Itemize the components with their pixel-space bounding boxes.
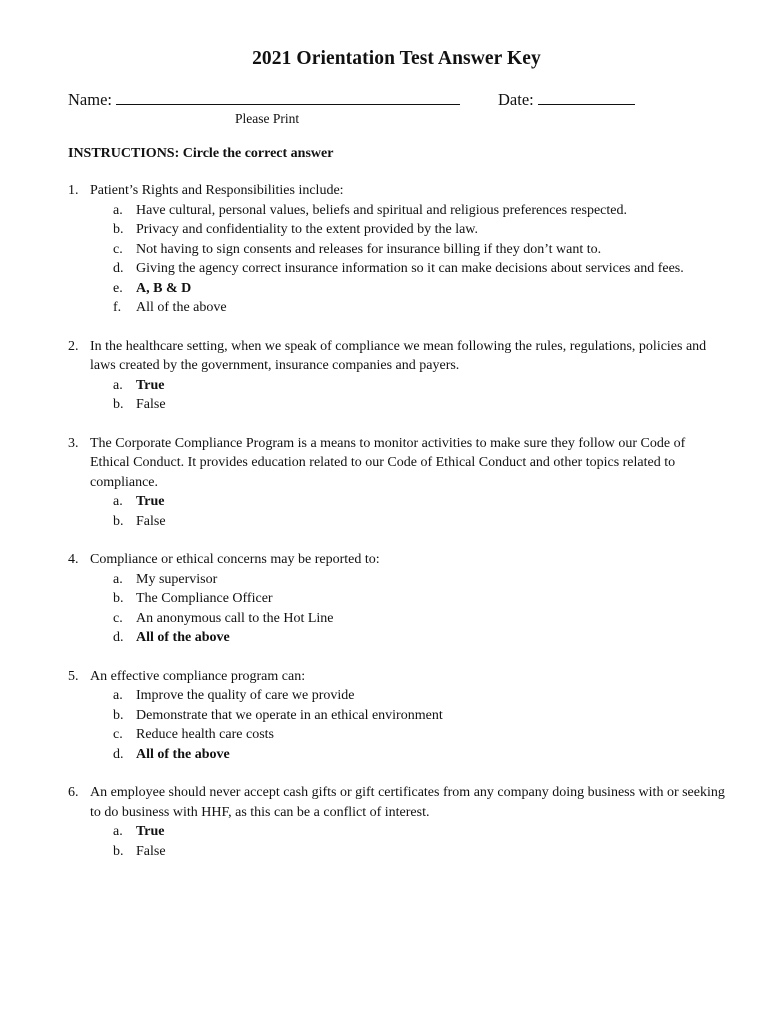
answer-option[interactable] [113, 842, 728, 862]
option-text: All of the above [136, 300, 227, 315]
answer-option-correct[interactable] [113, 745, 728, 765]
question-number: 3. [68, 435, 79, 451]
option-letter: a. [113, 494, 123, 509]
question-text: Patient’s Rights and Responsibilities include: [90, 183, 344, 198]
question-number: 4. [68, 552, 79, 567]
option-letter: c. [113, 610, 123, 626]
answer-options [68, 492, 728, 531]
answer-options [68, 376, 728, 415]
question-number: 5. [68, 668, 79, 684]
option-letter: a. [113, 824, 123, 839]
instructions: INSTRUCTIONS: Circle the correct answer [68, 146, 334, 161]
answer-option[interactable] [113, 589, 728, 609]
option-text: Reduce health care costs [136, 727, 274, 742]
option-text: All of the above [136, 630, 230, 645]
date-blank-line[interactable] [538, 92, 635, 105]
option-text: Improve the quality of care we provide [136, 688, 355, 703]
answer-option[interactable] [113, 240, 728, 260]
option-text: False [136, 513, 166, 529]
option-text: True [136, 494, 165, 509]
option-text: Not having to sign consents and releases for insurance billing if they don’t want to. [136, 241, 602, 257]
question-stem [68, 434, 728, 493]
option-letter: b. [113, 513, 124, 529]
question-text: Compliance or ethical concerns may be reported to: [90, 552, 380, 567]
question-stem [68, 337, 728, 376]
answer-option[interactable] [113, 201, 728, 221]
option-text: The Compliance Officer [136, 591, 273, 606]
option-letter: b. [113, 397, 124, 412]
date-field-row [498, 90, 635, 110]
date-label: Date: [498, 90, 534, 109]
option-text: My supervisor [136, 571, 218, 587]
option-letter: c. [113, 241, 123, 257]
option-text: True [136, 824, 165, 839]
name-label: Name: [68, 90, 112, 109]
option-text: A, B & D [136, 280, 192, 296]
question-4 [68, 550, 728, 648]
page-title: 2021 Orientation Test Answer Key [252, 48, 541, 69]
answer-option-correct[interactable] [113, 822, 728, 842]
option-text: All of the above [136, 746, 230, 762]
option-text: An anonymous call to the Hot Line [136, 610, 334, 626]
question-6 [68, 783, 728, 861]
option-letter: a. [113, 377, 123, 393]
answer-options [68, 686, 728, 764]
option-letter: b. [113, 707, 124, 723]
option-letter: d. [113, 261, 124, 276]
question-text: An effective compliance program can: [90, 668, 306, 684]
option-text: Privacy and confidentiality to the extent provided by the law. [136, 222, 478, 237]
answer-option[interactable] [113, 570, 728, 590]
answer-option-correct[interactable] [113, 628, 728, 648]
option-letter: e. [113, 280, 123, 296]
name-blank-line[interactable] [116, 92, 460, 105]
answer-option[interactable] [113, 298, 728, 318]
question-2 [68, 337, 728, 415]
question-3 [68, 434, 728, 532]
option-letter: b. [113, 843, 124, 859]
answer-option[interactable] [113, 706, 728, 726]
question-text: The Corporate Compliance Program is a means to monitor activities to make sure they follow our Code of Ethical Conduct. It provides education related to our Code of Ethical Conduct and other topics related to compliance. [90, 435, 686, 490]
answer-option[interactable] [113, 220, 728, 240]
option-text: Have cultural, personal values, beliefs and spiritual and religious preferences respected. [136, 202, 627, 218]
option-letter: b. [113, 222, 124, 237]
question-number: 6. [68, 785, 79, 800]
option-letter: a. [113, 688, 123, 703]
question-number: 2. [68, 338, 79, 354]
question-stem [68, 667, 728, 687]
option-letter: c. [113, 727, 123, 742]
option-text: True [136, 377, 165, 393]
question-text: An employee should never accept cash gifts or gift certificates from any company doing business with or seeking to do business with HHF, as this can be a conflict of interest. [90, 785, 725, 820]
question-list [68, 181, 728, 880]
answer-option[interactable] [113, 512, 728, 532]
question-5 [68, 667, 728, 765]
answer-option[interactable] [113, 686, 728, 706]
question-stem [68, 181, 728, 201]
answer-options [68, 822, 728, 861]
answer-option-correct[interactable] [113, 492, 728, 512]
option-letter: a. [113, 202, 123, 218]
question-1 [68, 181, 728, 318]
answer-option-correct[interactable] [113, 376, 728, 396]
answer-option-correct[interactable] [113, 279, 728, 299]
name-field-row [68, 90, 460, 110]
question-text: In the healthcare setting, when we speak of compliance we mean following the rules, regulations, policies and laws created by the government, insurance companies and payers. [90, 338, 707, 373]
answer-options [68, 570, 728, 648]
option-text: Demonstrate that we operate in an ethical environment [136, 707, 443, 723]
question-stem [68, 550, 728, 570]
answer-option[interactable] [113, 609, 728, 629]
question-number: 1. [68, 183, 79, 198]
please-print-hint: Please Print [235, 111, 300, 126]
question-stem [68, 783, 728, 822]
option-letter: a. [113, 571, 123, 587]
option-letter: b. [113, 591, 124, 606]
option-text: False [136, 397, 166, 412]
option-letter: d. [113, 630, 124, 645]
option-text: Giving the agency correct insurance information so it can make decisions about services and fees. [136, 261, 684, 276]
answer-option[interactable] [113, 259, 728, 279]
answer-option[interactable] [113, 725, 728, 745]
option-letter: f. [113, 300, 122, 315]
option-letter: d. [113, 746, 124, 762]
option-text: False [136, 843, 166, 859]
answer-option[interactable] [113, 395, 728, 415]
answer-options [68, 201, 728, 318]
